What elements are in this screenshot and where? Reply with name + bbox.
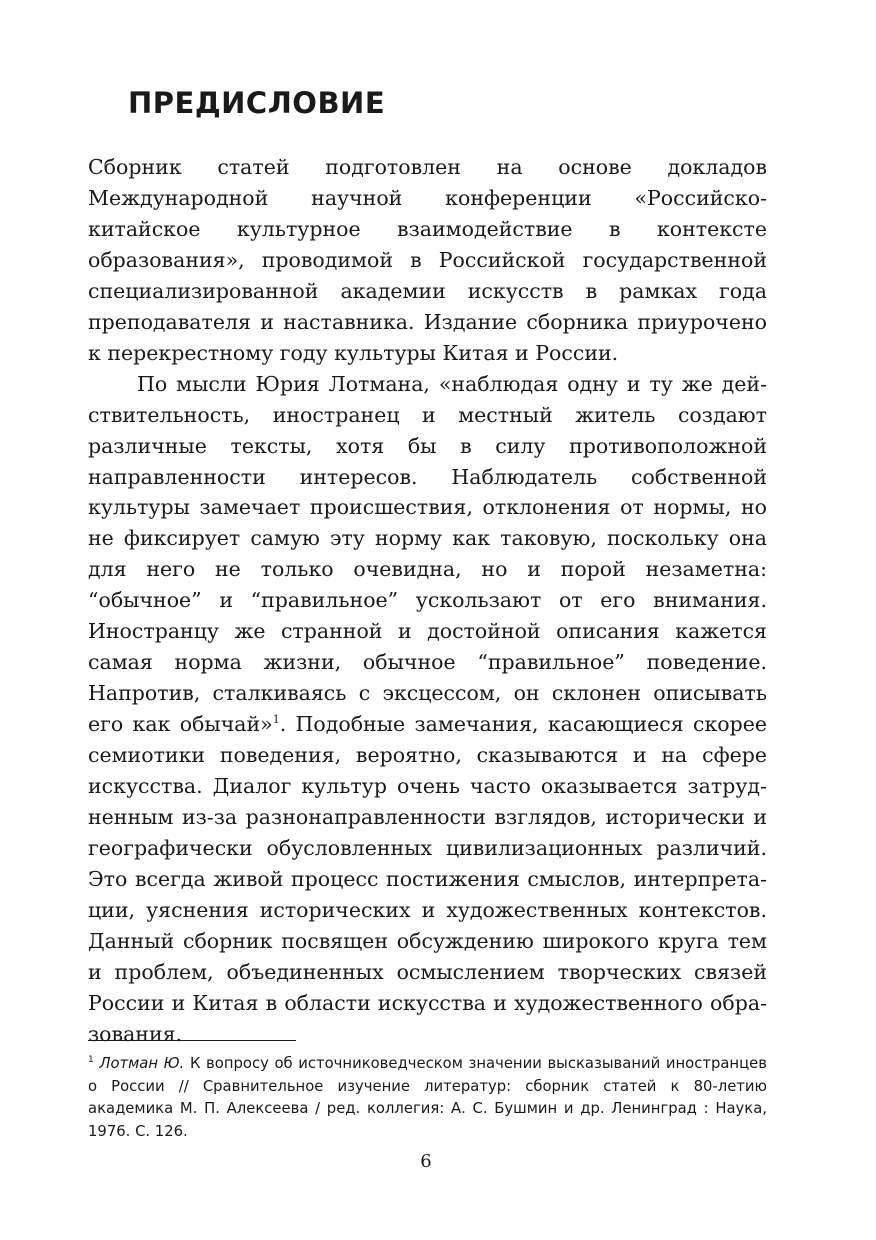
- body-text: [88, 152, 767, 1050]
- footnote-number: 1: [88, 1055, 94, 1066]
- paragraph-2-part-2: . Подобные замечания, касающиеся скорее семиотики поведения, вероятно, сказываются и на сфере искусства. Диалог культур очень часто оказывается затрудненным из-за разнонаправленности взглядов, исторически и географически обусловленных цивилизационных различий. Это всегда живой процесс постижения смыслов, интерпретации, уяснения исторических и художественных контекстов. Данный сборник посвящен обсуждению широкого круга тем и проблем, объединенных осмыслением творческих связей России и Китая в области искусства и художественного образования.: [88, 712, 768, 1046]
- paragraph-2-part-1: По мысли Юрия Лотмана, «наблюдая одну и ту же действительность, иностранец и местный житель создают различные тексты, хотя бы в силу противоположной направленности интересов. Наблюдатель собственной культуры замечает происшествия, отклонения от нормы, но не фиксирует самую эту норму как таковую, поскольку она для него не только очевидна, но и порой незаметна: “обычное” и “правильное” ускользают от его внимания. Иностранцу же странной и достойной описания кажется самая норма жизни, обычное “правильное” поведение. Напротив, сталкиваясь с эксцессом, он склонен описывать его как обычай»: [88, 371, 767, 737]
- page-title: ПРЕДИСЛОВИЕ: [128, 86, 386, 120]
- footnote-citation: К вопросу об источниковедческом значении высказываний иностранцев о России // Сравнительное изучение литератур: сборник статей к 80-летию академика М. П. Алексеева / ред. коллегия: А. С. Бушмин и др. Ленинград : Наука, 1976. С. 126.: [88, 1055, 767, 1140]
- page-number: 6: [420, 1151, 432, 1172]
- footnote-author: Лотман Ю.: [99, 1055, 185, 1072]
- paragraph-1: Сборник статей подготовлен на основе докладов Междунаpодной научной конференции «Российско-китайское культурное взаимодействие в контексте образования», проводимой в Российской государственной специализированной академии искусств в рамках года преподавателя и наставника. Издание сборника приурочено к перекрестному году культуры Китая и России.: [88, 155, 767, 365]
- footnote-separator: [88, 1040, 296, 1041]
- paragraph-2: [88, 369, 767, 1050]
- footnote: [88, 1053, 767, 1143]
- footnote-text: [88, 1053, 767, 1143]
- footnote-reference[interactable]: 1: [272, 713, 280, 727]
